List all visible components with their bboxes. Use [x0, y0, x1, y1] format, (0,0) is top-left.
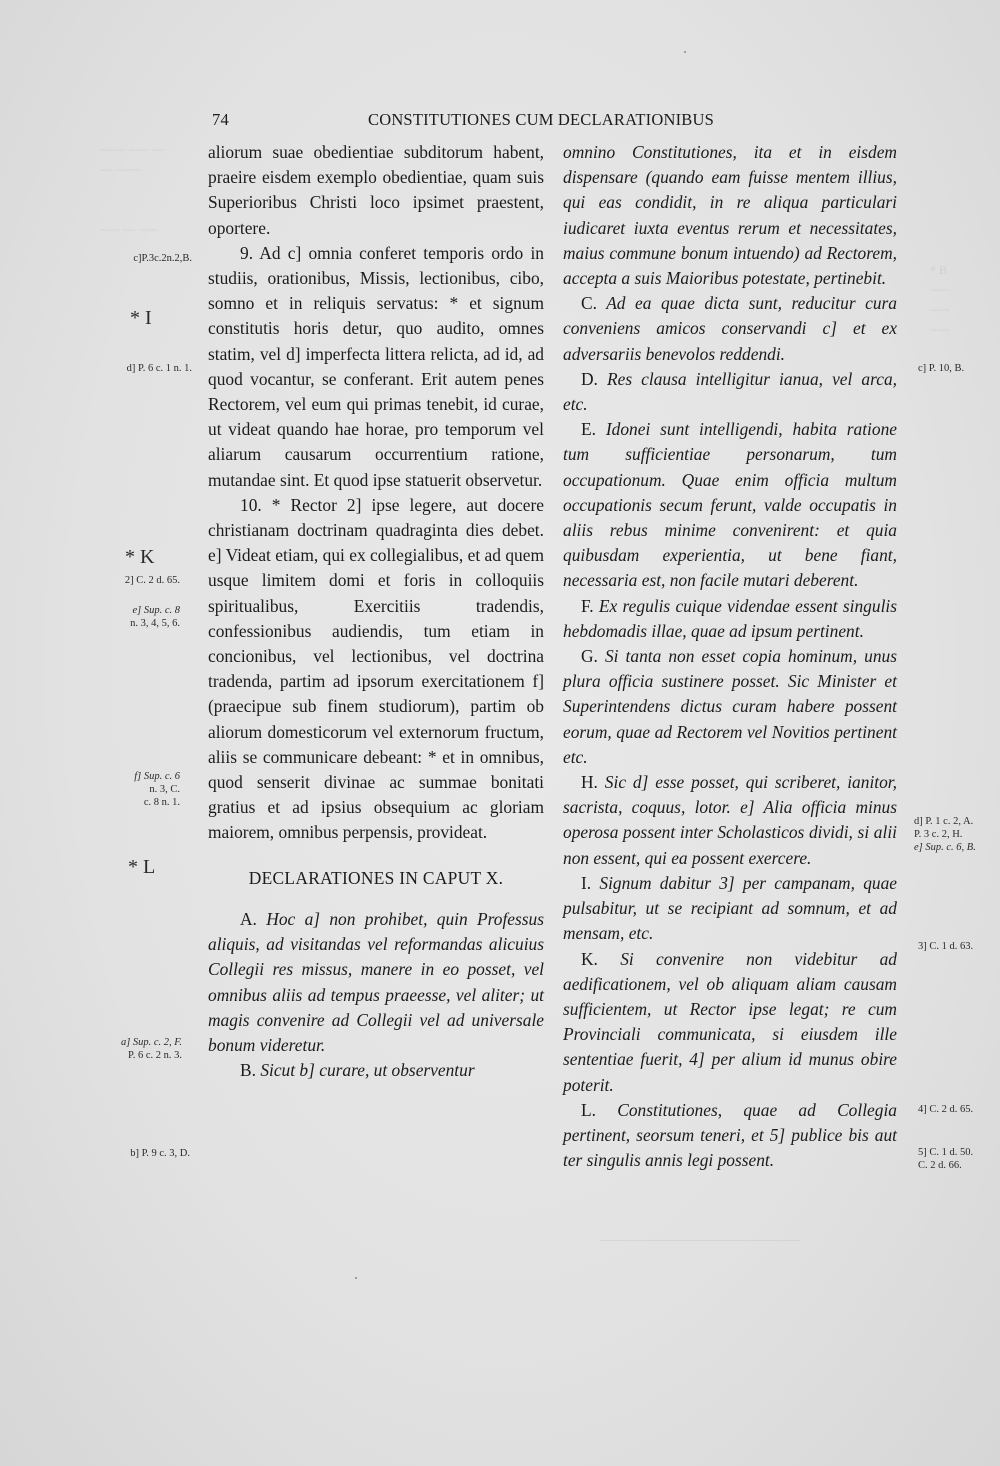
margin-star-l: * L	[128, 856, 156, 878]
page-header	[208, 110, 748, 136]
margin-note-right: d] P. 1 c. 2, A. P. 3 c. 2, H. e] Sup. c. 6, B.	[914, 816, 976, 853]
declaration-b: B. Sicut b] curare, ut observentur	[240, 1060, 475, 1081]
margin-star-i: * I	[130, 307, 152, 329]
declaration-f: F. Ex regulis cuique videndae essent singulis hebdomadis illae, quae ad ipsum pertinent.	[563, 595, 898, 641]
declaration-k: K. Si convenire non videbitur ad aedificationem, vel ob aliquam aliam causam sufficientem, ut Rector ipse legat; re cum Provinciali communicata, si eiusdem ille sententiae fuerit, 4] per alium id munus obire poterit.	[563, 948, 897, 1095]
page-number: 74	[212, 110, 229, 129]
margin-note-right: 3] C. 1 d. 63.	[918, 941, 974, 952]
margin-note-left: f] Sup. c. 6 n. 3, C. c. 8 n. 1.	[134, 771, 180, 808]
paragraph-9: 9. Ad c] omnia conferet temporis ordo in studiis, orationibus, Missis, lectionibus, cibo, somno et in reliquis servatus: * et signum constitutis horis detur, quo audito, omnes statim, vel d] imperfecta littera relicta, ad id, ad quod vocantur, se conferant. Erit autem penes Rectorem, vel eum qui primas tenebit, id curae, ut videat quando hae horae, pro temporum vel aliarum causarum occurrentium ratione, mutandae sint. Et quod ipse statuerit observetur.	[208, 242, 544, 490]
declaration-g: G. Si tanta non esset copia hominum, unus plura officia sustinere posset. Sic Minister et Superintendens dictus curam habere possent eorum, quae ad Rectorem vel Novitios pertinent etc.	[563, 646, 897, 767]
declaration-l: L. Constitutiones, quae ad Collegia pertinent, seorsum teneri, et 5] publice bis aut ter singulis annis legi possent.	[563, 1099, 897, 1171]
margin-note-left: b] P. 9 c. 3, D.	[130, 1148, 190, 1159]
declaration-h: H. Sic d] esse posset, qui scriberet, ianitor, sacrista, coquus, lotor. e] Alia officia minus operosa possent inter Scholasticos dividi, si alii non essent, qui ea possent exercere.	[563, 772, 897, 868]
margin-note-left: d] P. 6 c. 1 n. 1.	[126, 363, 192, 374]
declaration-i: I. Signum dabitur 3] per campanam, quae pulsabitur, ut se recipiant ad somnum, et ad mensam, etc.	[563, 872, 897, 944]
margin-note-left: c]P.3c.2n.2,B.	[133, 253, 192, 264]
declaration-d: D. Res clausa intelligitur ianua, vel arca, etc.	[563, 368, 897, 415]
running-title: CONSTITUTIONES CUM DECLARATIONIBUS	[368, 110, 714, 129]
margin-note-left: 2] C. 2 d. 65.	[124, 575, 180, 586]
margin-note-left: e] Sup. c. 8 n. 3, 4, 5, 6.	[130, 605, 180, 629]
declaration-a: A. Hoc a] non prohibet, quin Professus aliquis, ad visitandas vel reformandas alicuius Collegii res missus, manere in eo posset, vel omnibus aliis ad tempus praeesse, vel aliter; ut magis convenire ad Collegii vel ad universale bonum videretur.	[208, 908, 544, 1055]
paragraph-10: 10. * Rector 2] ipse legere, aut docere christianam doctrinam quadraginta dies debet. e] Videat etiam, qui ex collegialibus, et ad quem usque limitem domi et foris in colloquiis spiritualibus, Exercitiis tradendis, confessionibus audiendis, tum etiam in concionibus, vel lectionibus, vel doctrina tradenda, partim ad ipsorum exercitationem f] (praecipue sub finem studiorum), partim ob aliorum domesticorum vel externorum fructum, aliis se communicare debeant: * et in omnibus, quod senserit divinae ac summae bonitati gratius et ad ipsius obsequium ac gloriam maiorem, omnibus perpensis, provideat.	[208, 494, 544, 843]
margin-note-right: c] P. 10, B.	[918, 363, 965, 374]
margin-note-right: 5] C. 1 d. 50. C. 2 d. 66.	[918, 1147, 974, 1171]
declarations-heading: DECLARATIONES IN CAPUT X.	[248, 867, 504, 888]
paper-speck	[355, 1277, 357, 1279]
show-through-left: ~~~~ ~~~ ~~ ~~ ~~~~ ~~~ ~~ ~~~	[100, 143, 165, 237]
show-through-right: * B ~~~ ~~~ ~~~	[930, 263, 950, 337]
left-column	[208, 140, 544, 1083]
margin-note-right: 4] C. 2 d. 65.	[918, 1104, 974, 1115]
margin-star-k: * K	[125, 546, 155, 568]
show-through-line	[600, 1240, 800, 1241]
declaration-c: C. Ad ea quae dicta sunt, reducitur cura conveniens amicos conservandi c] et ex adversariis benevolos reddendi.	[563, 293, 897, 364]
declaration-e: E. Idonei sunt intelligendi, habita ratione tum sufficientiae personarum, tum occupationum. Quae enim officia multum occupationis secum ferunt, valde occupatis in aliis rebus minime convenirent: et quia quibusdam experientia, ut bene fiant, necessaria est, non facile mutari deberent.	[563, 419, 897, 591]
right-column	[563, 140, 897, 1173]
continued-declaration-b: omnino Constitutiones, ita et in eisdem dispensare (quando eam fuisse mentem illius, qui eas condidit, in re aliqua particulari iudicaret iuxta eventus rerum et necessitates, maius commune bonum intuendo) ad Rectorem, accepta a suis Maioribus potestate, pertinebit.	[563, 142, 897, 289]
margin-note-left: a] Sup. c. 2, F. P. 6 c. 2 n. 3.	[120, 1037, 182, 1061]
continued-text: aliorum suae obedientiae subditorum habent, praeire eisdem exemplo obedientiae, quam suis Superioribus Christi loco ipsimet praestent, oportere.	[208, 142, 544, 238]
paper-speck	[684, 51, 686, 53]
